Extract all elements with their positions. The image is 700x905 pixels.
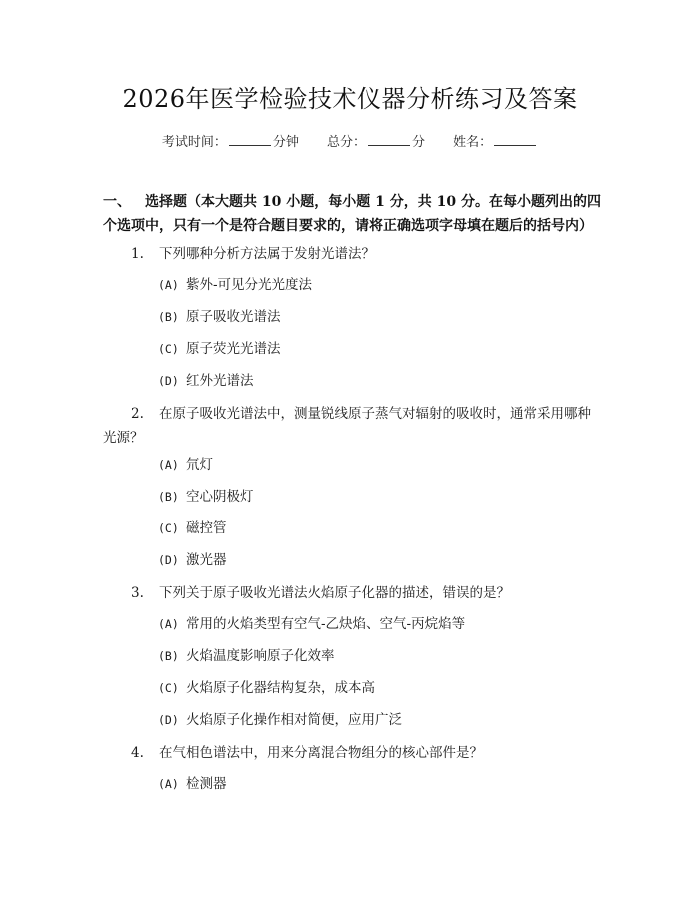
exam-meta <box>0 130 700 154</box>
option-letter: (D) <box>158 374 179 388</box>
option-text: 空心阴极灯 <box>186 489 254 505</box>
option-item[interactable] <box>158 773 598 795</box>
total-score-unit: 分 <box>412 135 426 150</box>
question-number: 4. <box>131 745 144 761</box>
option-item[interactable] <box>158 370 598 392</box>
option-text: 检测器 <box>186 776 227 792</box>
exam-time-unit: 分钟 <box>272 135 299 150</box>
option-item[interactable] <box>158 517 598 539</box>
question-1 <box>103 242 603 266</box>
question-text: 在原子吸收光谱法中，测量锐线原子蒸气对辐射的吸收时，通常采用哪种光源？ <box>103 406 591 446</box>
total-score-field <box>327 130 425 154</box>
student-name-label: 姓名： <box>453 135 493 150</box>
option-letter: (B) <box>158 490 179 504</box>
option-text: 红外光谱法 <box>186 373 254 389</box>
option-item[interactable] <box>158 486 598 508</box>
option-item[interactable] <box>158 677 598 699</box>
option-letter: (A) <box>158 458 179 472</box>
page-title: 2026年医学检验技术仪器分析练习及答案 <box>122 85 578 113</box>
question-4 <box>103 741 603 765</box>
question-text: 在气相色谱法中，用来分离混合物组分的核心部件是？ <box>159 745 483 761</box>
question-number: 1. <box>131 246 144 262</box>
option-text: 原子吸收光谱法 <box>186 309 281 325</box>
option-text: 火焰原子化器结构复杂，成本高 <box>186 680 375 696</box>
total-score-label: 总分： <box>326 135 366 150</box>
question-text: 下列关于原子吸收光谱法火焰原子化器的描述，错误的是？ <box>159 585 510 601</box>
student-name-field <box>453 130 538 154</box>
exam-time-label: 考试时间： <box>161 135 227 150</box>
option-letter: (B) <box>158 310 179 324</box>
question-2 <box>103 402 603 450</box>
option-letter: (C) <box>158 342 179 356</box>
option-item[interactable] <box>158 549 598 571</box>
option-item[interactable] <box>158 709 598 731</box>
option-text: 常用的火焰类型有空气-乙炔焰、空气-丙烷焰等 <box>186 616 466 632</box>
option-item[interactable] <box>158 338 598 360</box>
option-letter: (B) <box>158 649 179 663</box>
exam-time-blank[interactable] <box>229 130 271 146</box>
option-letter: (C) <box>158 521 179 535</box>
option-text: 氘灯 <box>186 457 213 473</box>
option-letter: (A) <box>158 278 179 292</box>
option-text: 火焰温度影响原子化效率 <box>186 648 335 664</box>
option-letter: (D) <box>158 553 179 567</box>
option-text: 激光器 <box>186 552 227 568</box>
student-name-blank[interactable] <box>494 130 536 146</box>
exam-time-field <box>162 130 299 154</box>
option-letter: (A) <box>158 777 179 791</box>
section-number: 一、 <box>103 194 131 210</box>
section-heading <box>103 190 603 238</box>
option-item[interactable] <box>158 306 598 328</box>
option-text: 原子荧光光谱法 <box>186 341 281 357</box>
option-text: 火焰原子化操作相对简便，应用广泛 <box>186 712 402 728</box>
question-number: 2. <box>131 406 144 422</box>
question-3 <box>103 581 603 605</box>
section-heading-text: 选择题（本大题共 10 小题，每小题 1 分，共 10 分。在每小题列出的四个选项中，只有一个是符合题目要求的，请将正确选项字母填在题后的括号内） <box>103 194 601 234</box>
option-text: 磁控管 <box>186 520 227 536</box>
option-item[interactable] <box>158 454 598 476</box>
question-number: 3. <box>131 585 144 601</box>
question-text: 下列哪种分析方法属于发射光谱法？ <box>159 246 375 262</box>
option-text: 紫外-可见分光光度法 <box>186 277 313 293</box>
option-letter: (C) <box>158 681 179 695</box>
total-score-blank[interactable] <box>368 130 410 146</box>
option-letter: (A) <box>158 617 179 631</box>
option-letter: (D) <box>158 713 179 727</box>
option-item[interactable] <box>158 645 598 667</box>
option-item[interactable] <box>158 274 598 296</box>
option-item[interactable] <box>158 613 598 635</box>
